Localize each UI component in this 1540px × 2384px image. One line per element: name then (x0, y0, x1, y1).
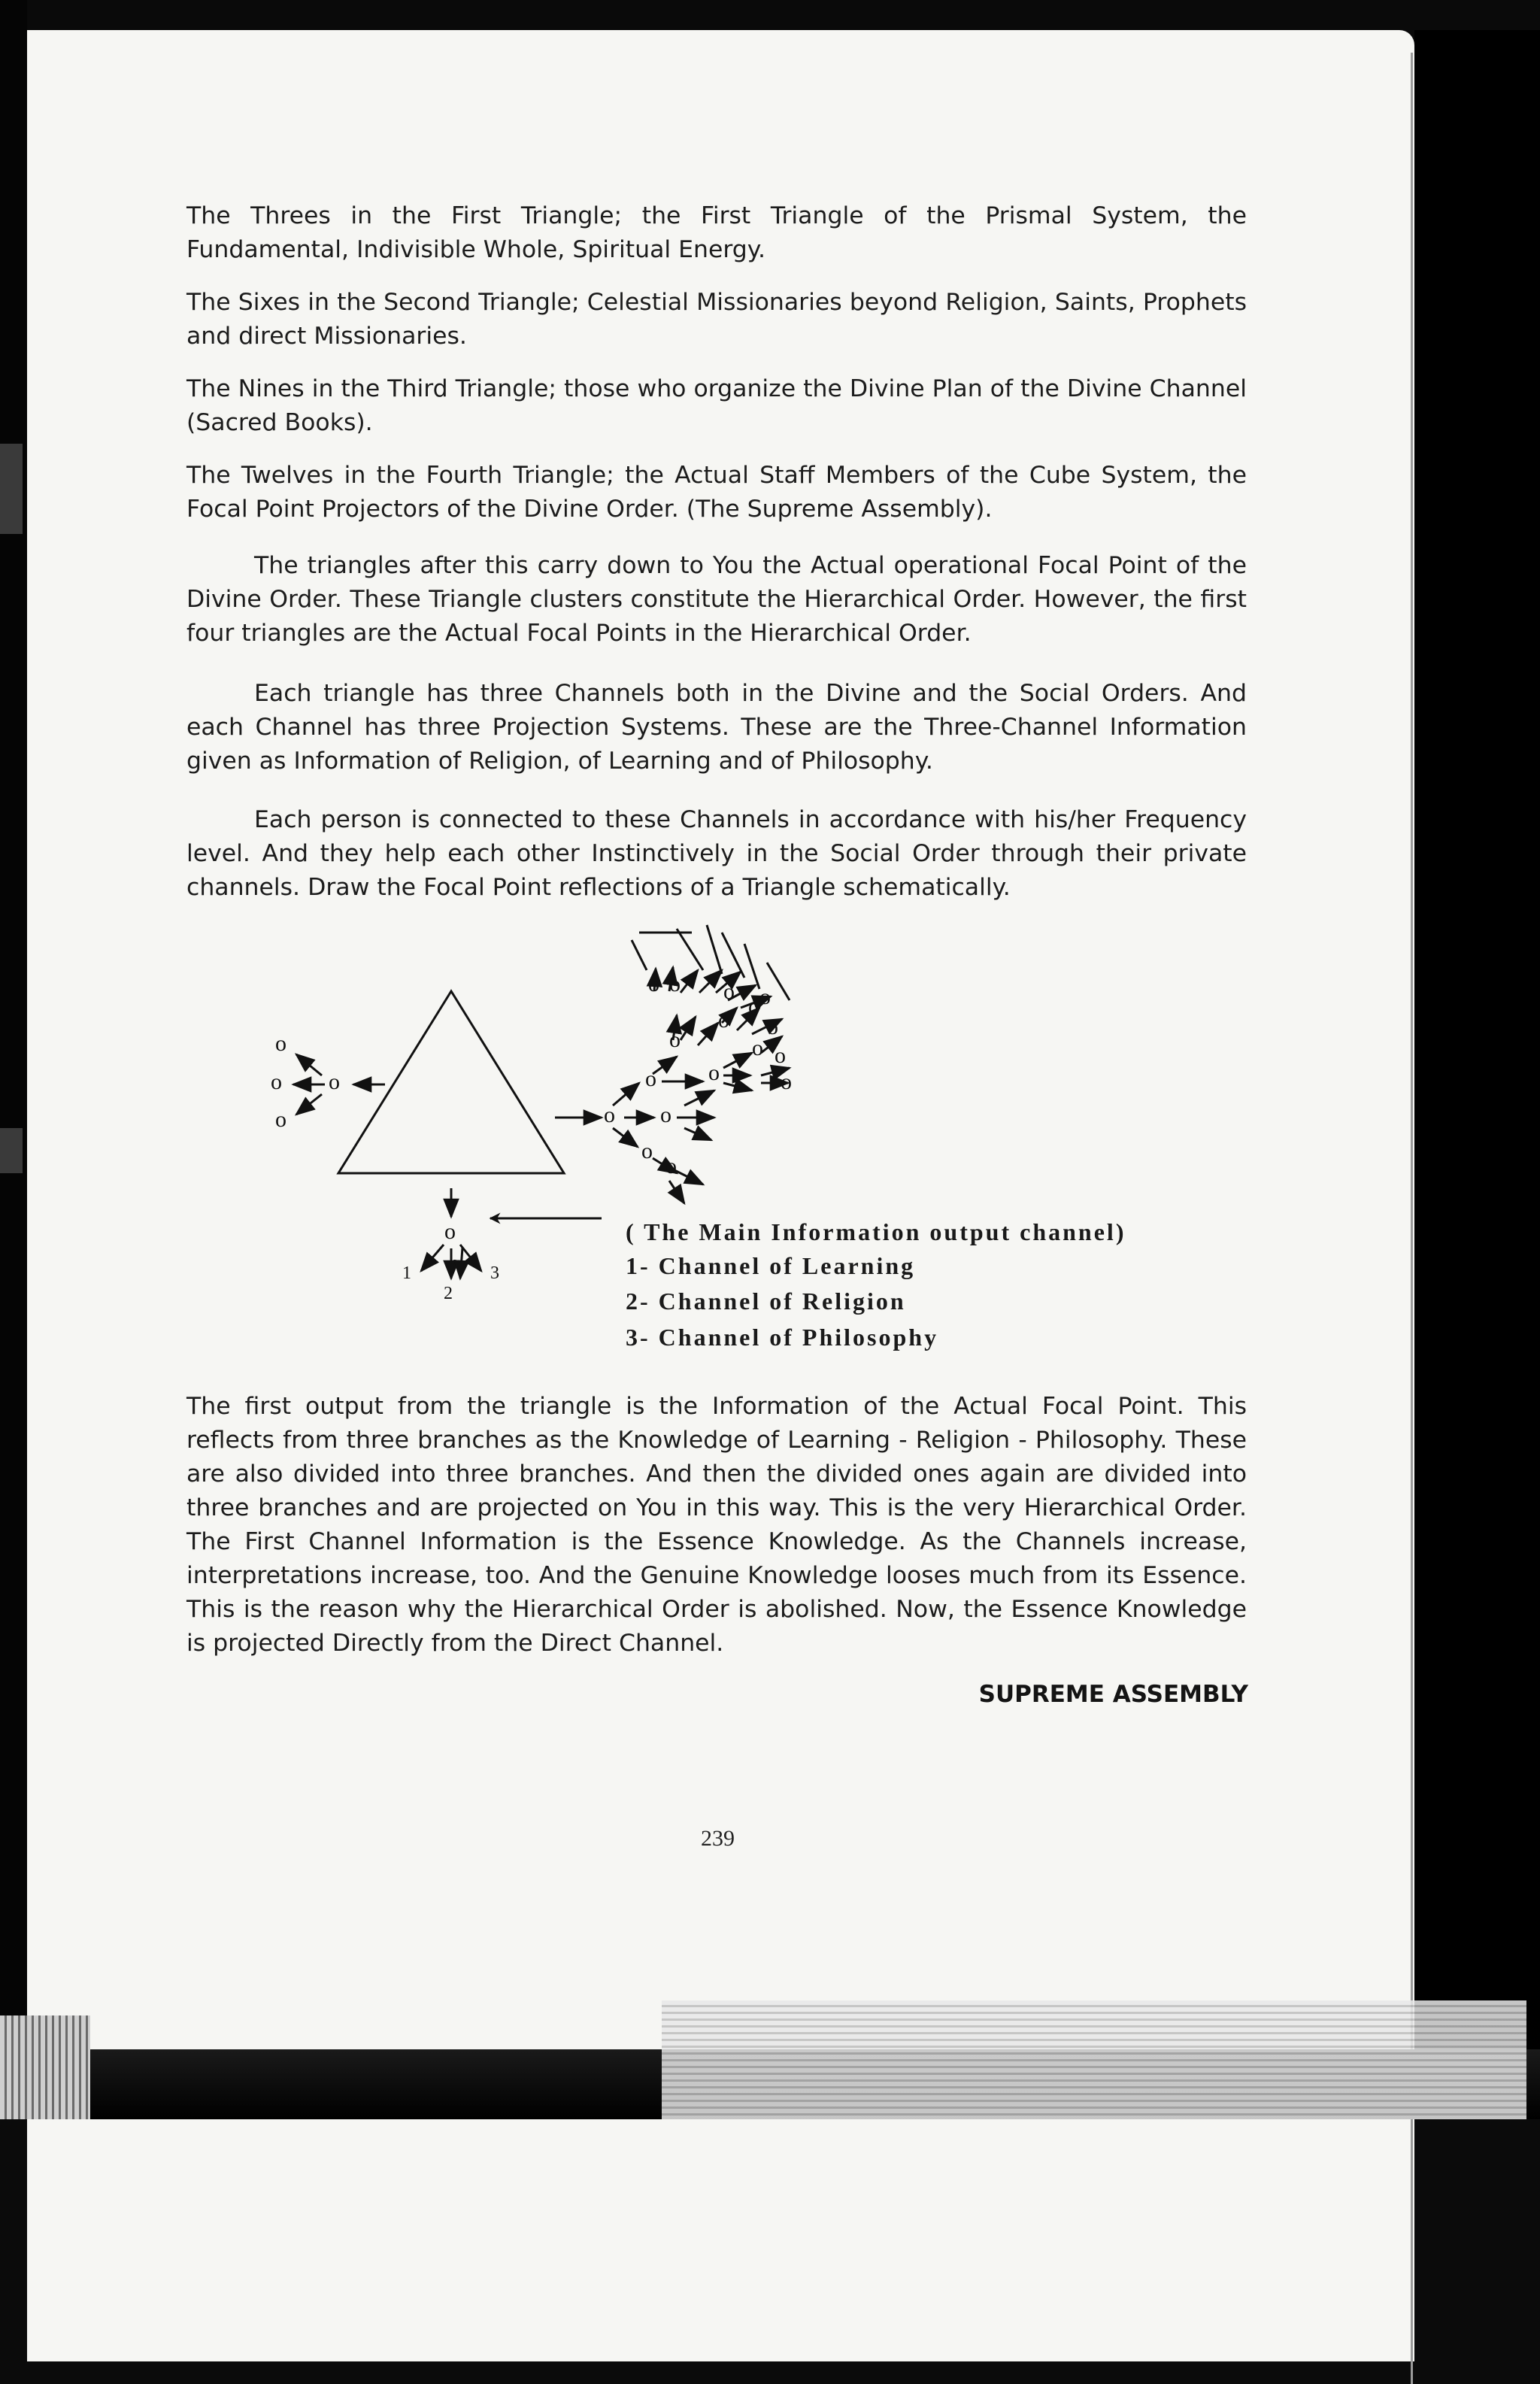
node-symbol: o (604, 1103, 615, 1127)
node-symbol: o (669, 972, 681, 996)
paragraph-threes: The Threes in the First Triangle; the First Triangle of the Prismal System, the Fundamental, Indivisible Whole, Spiritual Energy. (186, 202, 1247, 263)
node-symbol: o (645, 1066, 656, 1091)
paragraph-first-output: The first output from the triangle is the Information of the Actual Focal Point. This reflects from three branches as the Knowledge of Learning - Religion - Philosophy. These are also divided into three branches. And then the divided ones again are divided into three branches and are projected on You in this way. This is the very Hierarchical Order. The First Channel Information is the Essence Knowledge. As the Channels increase, interpretations increase, too. And the Genuine Knowledge looses much from its Essence. This is the reason why the Hierarchical Order is abolished. Now, the Essence Knowledge is projected Directly from the Direct Channel. (186, 1393, 1247, 1657)
node-symbol: o (759, 984, 771, 1009)
main-triangle (338, 991, 564, 1173)
node-symbol: o (723, 979, 735, 1004)
diagram-caption: ( The Main Information output channel) (626, 1218, 1126, 1245)
channel-philosophy: 3- Channel of Philosophy (626, 1324, 939, 1351)
node-symbol: o (444, 1219, 456, 1244)
node-symbol: o (641, 1139, 653, 1163)
channel-religion: 2- Channel of Religion (626, 1288, 906, 1315)
node-symbol: o (669, 1027, 681, 1052)
node-symbol: o (275, 1107, 286, 1132)
node-symbol: o (748, 994, 759, 1019)
node-symbol: o (271, 1069, 282, 1094)
paragraph-three-channels: Each triangle has three Channels both in the Divine and the Social Orders. And each Channel has three Projection Systems. These are the Three-Channel Information given as Information of Religion, of Learning and of Philosophy. (186, 680, 1247, 775)
paragraph-sixes: The Sixes in the Second Triangle; Celestial Missionaries beyond Religion, Saints, Prophets and direct Missionaries. (186, 289, 1247, 350)
node-symbol: o (329, 1069, 340, 1094)
node-symbol: o (665, 1154, 677, 1178)
channel-learning: 1- Channel of Learning (626, 1252, 916, 1279)
branch-number-3: 3 (490, 1263, 499, 1283)
paragraph-twelves: The Twelves in the Fourth Triangle; the Actual Staff Members of the Cube System, the Focal Point Projectors of the Divine Order. (The Supreme Assembly). (186, 462, 1247, 523)
node-symbol: o (767, 1015, 778, 1039)
node-symbol: o (648, 972, 659, 996)
node-symbol: o (718, 1008, 729, 1033)
page-number: 239 (701, 1826, 735, 1851)
signature: SUPREME ASSEMBLY (978, 1681, 1248, 1708)
paragraph-frequency: Each person is connected to these Channels in accordance with his/her Frequency level. And they help each other Instinctively in the Social Order through their private channels. Draw the Focal Point reflections of a Triangle schematically. (186, 806, 1247, 901)
node-symbol: o (775, 1043, 786, 1068)
node-symbol: o (708, 1060, 720, 1085)
node-symbol: o (781, 1069, 792, 1094)
node-symbol: o (660, 1103, 671, 1127)
paragraph-nines: The Nines in the Third Triangle; those who organize the Divine Plan of the Divine Channel (Sacred Books). (186, 375, 1247, 436)
paragraph-triangles-after: The triangles after this carry down to You the Actual operational Focal Point of the Divine Order. These Triangle clusters constitute the Hierarchical Order. However, the first four triangles are the Actual Focal Points in the Hierarchical Order. (186, 552, 1247, 647)
branch-number-2: 2 (444, 1284, 453, 1303)
branch-number-1: 1 (402, 1263, 411, 1283)
node-symbol: o (275, 1031, 286, 1056)
node-symbol: o (752, 1036, 763, 1060)
